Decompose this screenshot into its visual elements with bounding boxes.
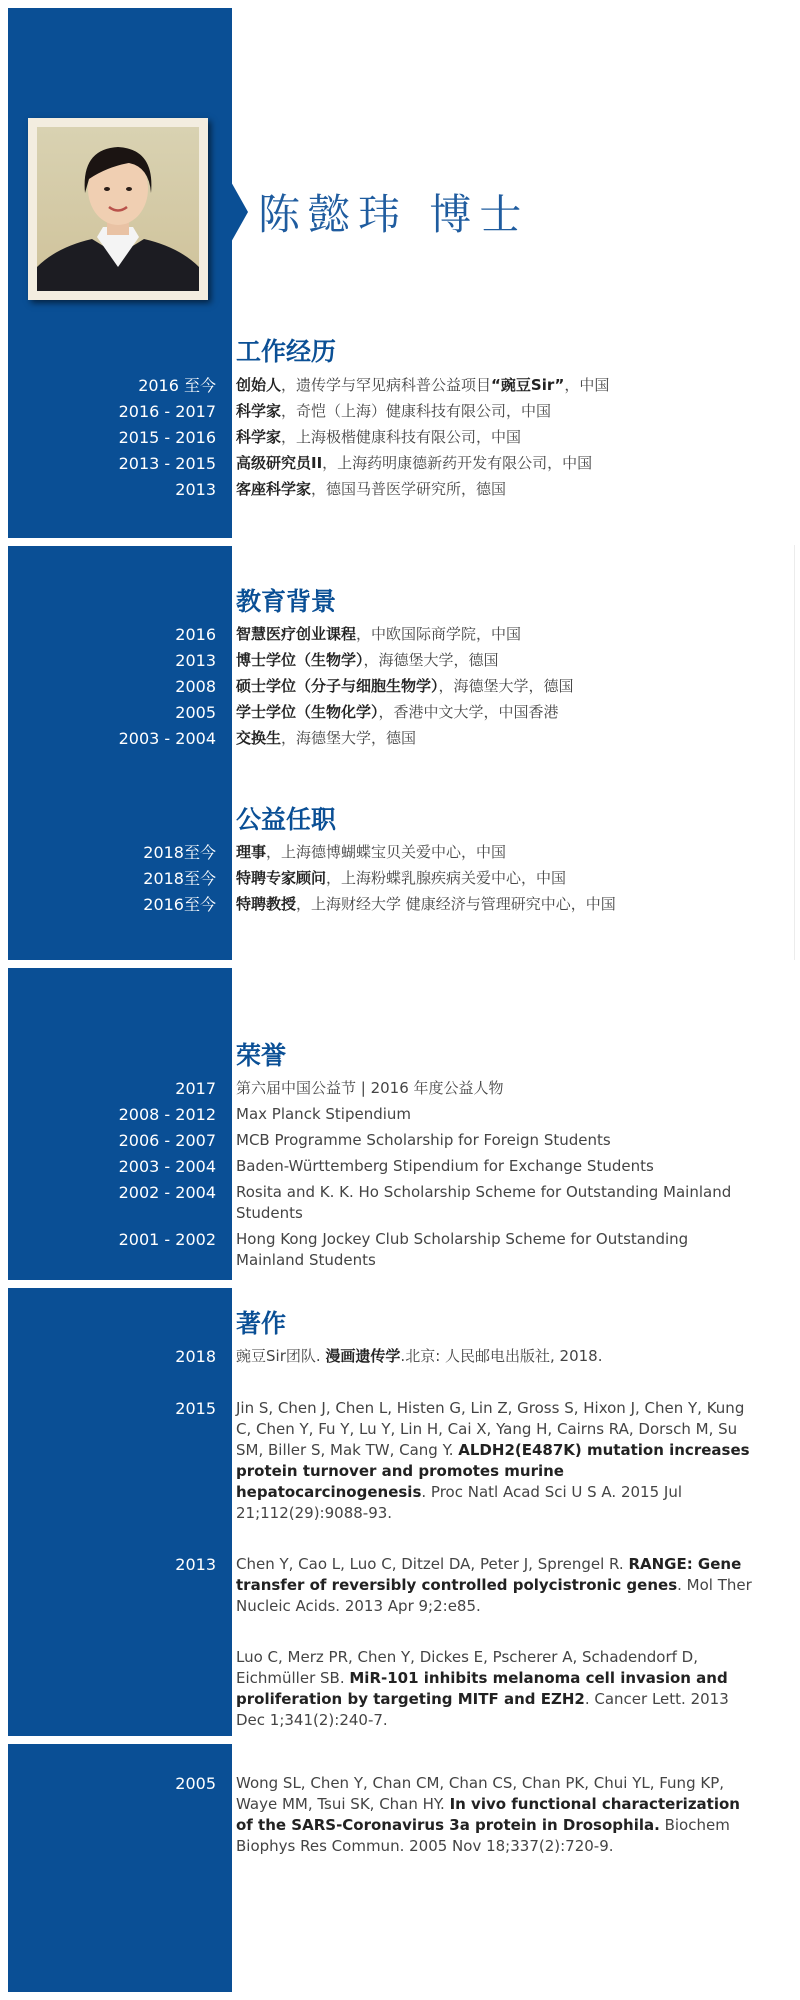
item-desc: ，香港中文大学，中国香港 (378, 703, 559, 721)
section-title-work: 工作经历 (236, 337, 337, 366)
item-year: 2016 至今 (138, 376, 216, 395)
pub-authors: Chen Y, Cao L, Luo C, Ditzel DA, Peter J, Sprengel R. (236, 1555, 629, 1573)
item-text: Rosita and K. K. Ho Scholarship Scheme for Outstanding Mainland Students (236, 1183, 732, 1222)
section-title-publications: 著作 (236, 1309, 287, 1338)
item-desc: ，奇恺（上海）健康科技有限公司，中国 (281, 402, 552, 420)
pub-title: ALDH2(E487K) mutation increases protein turnover and promotes murine hepatocarcinogenesis (236, 1441, 750, 1501)
pub-authors: Luo C, Merz PR, Chen Y, Dickes E, Pscherer A, Schadendorf D, Eichmüller SB. (236, 1648, 698, 1687)
item-text: Max Planck Stipendium (236, 1105, 412, 1123)
item-year: 2013 (175, 480, 216, 499)
item-year: 2005 (175, 703, 216, 722)
item-year: 2003 - 2004 (118, 1157, 216, 1176)
pub-title: RANGE: Gene transfer of reversibly controlled polycistronic genes (236, 1555, 742, 1594)
pub-title: 漫画遗传学 (325, 1347, 401, 1365)
item-year: 2016 - 2017 (118, 402, 216, 421)
item-year: 2015 (175, 1399, 216, 1418)
item-desc: ，上海德博蝴蝶宝贝关爱中心，中国 (266, 843, 507, 861)
item-text: 第六届中国公益节 | 2016 年度公益人物 (236, 1079, 504, 1097)
item-year: 2008 (175, 677, 216, 696)
pub-title: MiR-101 inhibits melanoma cell invasion and proliferation by targeting MITF and EZH2 (236, 1669, 728, 1708)
pub-citation: . Cancer Lett. 2013 Dec 1;341(2):240-7. (236, 1690, 729, 1729)
divider (794, 545, 795, 960)
portrait-photo (37, 127, 199, 291)
page-title: 陈懿玮 博士 (258, 190, 530, 239)
item-year: 2003 - 2004 (118, 729, 216, 748)
section-title-charity: 公益任职 (236, 805, 337, 834)
pub-citation: Biochem Biophys Res Commun. 2005 Nov 18;337(2):720-9. (236, 1816, 730, 1855)
item-year: 2013 - 2015 (118, 454, 216, 473)
item-desc: ，上海财经大学 健康经济与管理研究中心，中国 (296, 895, 616, 913)
item-desc-end: ，中国 (564, 376, 610, 394)
item-text: Baden-Württemberg Stipendium for Exchange Students (236, 1157, 654, 1175)
item-role: 特聘教授 (236, 895, 297, 913)
item-role: 创始人 (236, 376, 282, 394)
item-role: 理事 (236, 843, 267, 861)
item-role: 硕士学位（分子与细胞生物学） (236, 677, 439, 695)
item-desc: ，中欧国际商学院，中国 (356, 625, 522, 643)
item-year: 2015 - 2016 (118, 428, 216, 447)
item-desc: ，德国马普医学研究所，德国 (311, 480, 507, 498)
item-role: 科学家 (236, 402, 282, 420)
item-year: 2013 (175, 1555, 216, 1574)
portrait-frame (28, 118, 208, 300)
pub-citation: . Mol Ther Nucleic Acids. 2013 Apr 9;2:e85. (236, 1576, 752, 1615)
item-desc: ，海德堡大学，德国 (438, 677, 574, 695)
item-year: 2001 - 2002 (118, 1230, 216, 1249)
item-year: 2018至今 (143, 843, 216, 862)
pub-citation: .北京: 人民邮电出版社, 2018. (400, 1347, 603, 1365)
item-desc: ，上海粉蝶乳腺疾病关爱中心，中国 (326, 869, 567, 887)
item-role: 学士学位（生物化学） (236, 703, 379, 721)
item-text: Hong Kong Jockey Club Scholarship Scheme for Outstanding Mainland Students (236, 1230, 689, 1269)
item-year: 2008 - 2012 (118, 1105, 216, 1124)
item-year: 2013 (175, 651, 216, 670)
section-title-honors: 荣誉 (236, 1041, 287, 1070)
sidebar-notch (230, 180, 248, 244)
section-title-education: 教育背景 (236, 587, 337, 616)
item-year: 2006 - 2007 (118, 1131, 216, 1150)
item-desc: ，遗传学与罕见病科普公益项目 (281, 376, 492, 394)
pub-authors: Wong SL, Chen Y, Chan CM, Chan CS, Chan PK, Chui YL, Fung KP, Waye MM, Tsui SK, Chan HY. (236, 1774, 725, 1813)
item-year: 2016至今 (143, 895, 216, 914)
pub-citation: . Proc Natl Acad Sci U S A. 2015 Jul 21;112(29):9088-93. (236, 1483, 683, 1522)
item-year: 2016 (175, 625, 216, 644)
item-role: 交换生 (236, 729, 282, 747)
item-desc: ，上海极楷健康科技有限公司，中国 (281, 428, 522, 446)
item-year: 2018至今 (143, 869, 216, 888)
item-desc: ，上海药明康德新药开发有限公司，中国 (322, 454, 593, 472)
item-year: 2017 (175, 1079, 216, 1098)
item-role: 高级研究员II (236, 454, 323, 472)
item-desc: ，海德堡大学，德国 (363, 651, 499, 669)
item-role: 智慧医疗创业课程 (236, 625, 357, 643)
pub-authors: 豌豆Sir团队. (236, 1347, 326, 1365)
item-year: 2005 (175, 1774, 216, 1793)
item-highlight: “豌豆Sir” (491, 376, 565, 394)
pub-authors: Jin S, Chen J, Chen L, Histen G, Lin Z, Gross S, Hixon J, Chen Y, Kung C, Chen Y, Fu Y, Lu Y, Lin H, Cai X, Yang H, Cairns RA, Dorsch M, Su SM, Biller S, Mak TW, Cang Y. (236, 1399, 745, 1459)
item-role: 博士学位（生物学） (236, 651, 364, 669)
item-year: 2002 - 2004 (118, 1183, 216, 1202)
item-role: 科学家 (236, 428, 282, 446)
item-text: MCB Programme Scholarship for Foreign Students (236, 1131, 611, 1149)
item-role: 客座科学家 (236, 480, 312, 498)
person-avatar-icon (37, 127, 199, 291)
item-year: 2018 (175, 1347, 216, 1366)
item-role: 特聘专家顾问 (236, 869, 327, 887)
item-desc: ，海德堡大学，德国 (281, 729, 417, 747)
pub-title: In vivo functional characterization of the SARS-Coronavirus 3a protein in Drosophila. (236, 1795, 740, 1834)
